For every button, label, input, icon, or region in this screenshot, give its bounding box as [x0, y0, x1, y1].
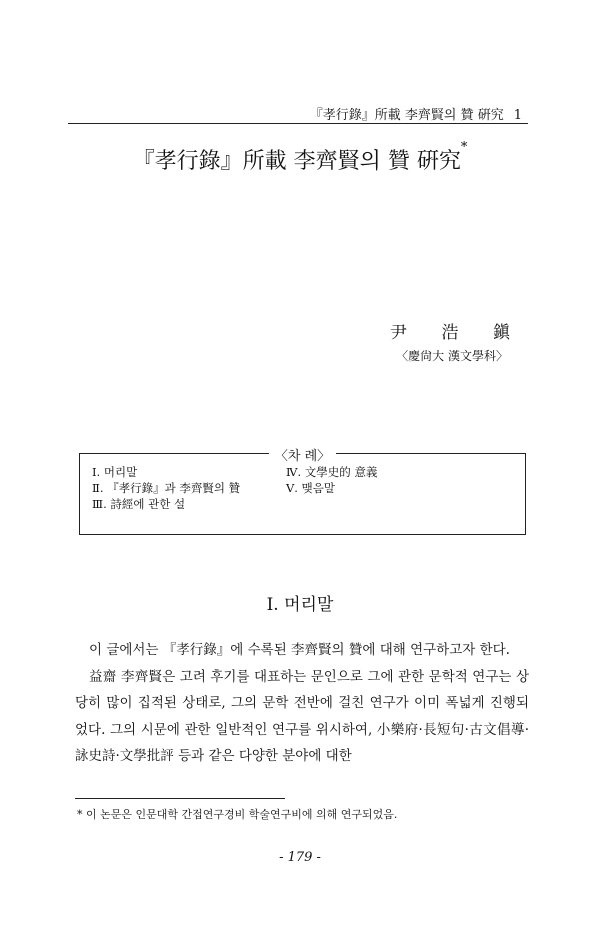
body-text	[75, 637, 529, 770]
author-name	[390, 318, 510, 343]
toc-left-column	[92, 464, 240, 512]
paragraph: 益齋 李齊賢은 고려 후기를 대표하는 문인으로 그에 관한 문학적 연구는 상당히 많이 집적된 상태로, 그의 문학 전반에 걸친 연구가 이미 폭넓게 진행되었다. 그의 시문에 관한 일반적인 연구를 위시하여, 小樂府·長短句·古文倡導·詠史詩·文學批評 등과 같은 다양한 분야에 대한	[75, 668, 529, 764]
paper-title-text: 『孝行錄』所載 李齊賢의 贊 硏究	[132, 149, 461, 174]
running-head	[0, 104, 522, 123]
header-rule	[68, 123, 528, 124]
toc-right-column	[286, 464, 377, 496]
toc-item: Ⅳ. 文學史的 意義	[286, 465, 378, 479]
toc-heading-text: 〈차 례〉	[269, 449, 336, 464]
toc-item: Ⅰ. 머리말	[92, 465, 138, 479]
author-char: 尹	[390, 323, 407, 343]
running-head-title: 『孝行錄』所載 李齊賢의 贊 硏究	[309, 108, 504, 123]
table-of-contents	[79, 449, 526, 535]
toc-item: Ⅲ. 詩經에 관한 설	[92, 497, 186, 511]
author-char: 鎭	[493, 323, 510, 343]
toc-item: Ⅱ. 『孝行錄』과 李齊賢의 贊	[92, 481, 241, 495]
author-char: 浩	[441, 323, 459, 343]
toc-item: Ⅴ. 맺음말	[286, 481, 335, 495]
footnote: * 이 논문은 인문대학 간접연구경비 학술연구비에 의해 연구되었음.	[77, 808, 398, 821]
page-number: - 179 -	[279, 850, 321, 865]
title-footnote-mark: *	[460, 140, 468, 155]
footnote-rule	[75, 798, 285, 799]
section-heading: Ⅰ. 머리말	[266, 595, 334, 615]
author-affiliation: 〈慶尙大 漢文學科〉	[396, 349, 508, 363]
running-head-page: 1	[513, 108, 522, 123]
paragraph: 이 글에서는 『孝行錄』에 수록된 李齊賢의 贊에 대해 연구하고자 한다.	[89, 642, 510, 658]
toc-heading	[80, 445, 525, 464]
paper-title	[0, 140, 600, 175]
